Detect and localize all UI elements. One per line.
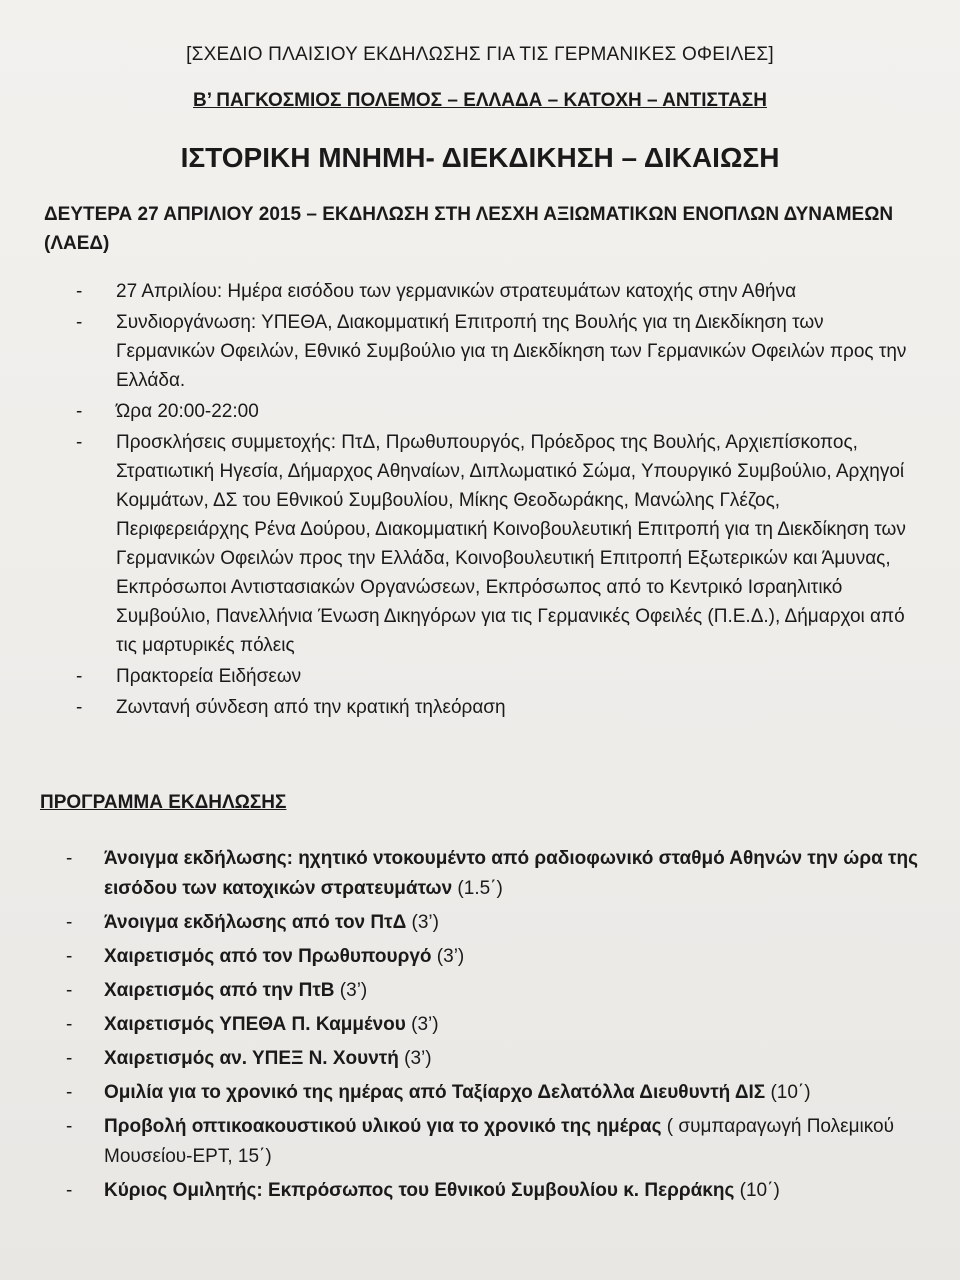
dash-bullet: - — [76, 401, 83, 422]
detail-text: 27 Απριλίου: Ημέρα εισόδου των γερμανικών στρατευμάτων κατοχής στην Αθήνα — [116, 281, 797, 302]
program-item-text: Άνοιγμα εκδήλωσης από τον ΠτΔ — [104, 912, 407, 933]
program-item-text: Ομιλία για το χρονικό της ημέρας από Ταξίαρχο Δελατόλλα Διευθυντή ΔΙΣ — [104, 1082, 766, 1103]
program-item — [66, 908, 926, 938]
program-item-time: (3’) — [431, 946, 465, 967]
program-item-text: Άνοιγμα εκδήλωσης: ηχητικό ντοκουμέντο από ραδιοφωνικό σταθμό Αθηνών την ώρα της εισόδου των κατοχικών στρατευμάτων — [104, 848, 919, 899]
program-item-text: Προβολή οπτικοακουστικού υλικού για το χρονικό της ημέρας — [104, 1116, 662, 1137]
dash-bullet: - — [66, 946, 73, 967]
subtitle: Β’ ΠΑΓΚΟΣΜΙΟΣ ΠΟΛΕΜΟΣ – ΕΛΛΑΔΑ – ΚΑΤΟΧΗ – ΑΝΤΙΣΤΑΣΗ — [193, 90, 767, 111]
list-item — [76, 428, 916, 660]
detail-text: Πρακτορεία Ειδήσεων — [116, 666, 302, 687]
detail-text: Ώρα 20:00-22:00 — [116, 401, 259, 422]
program-item-time: (10΄) — [734, 1180, 780, 1201]
program-item-time: (1.5΄) — [452, 878, 503, 899]
list-item — [76, 693, 916, 722]
dash-bullet: - — [76, 281, 83, 302]
event-line: ΔΕΥΤΕΡΑ 27 ΑΠΡΙΛΙΟΥ 2015 – ΕΚΔΗΛΩΣΗ ΣΤΗ ΛΕΣΧΗ ΑΞΙΩΜΑΤΙΚΩΝ ΕΝΟΠΛΩΝ ΔΥΝΑΜΕΩΝ (ΛΑΕΔ) — [44, 204, 894, 254]
program-item — [66, 942, 926, 972]
program-item-time: (3’) — [334, 980, 368, 1001]
detail-text: Ζωντανή σύνδεση από την κρατική τηλεόραση — [116, 697, 506, 718]
program-item-text: Χαιρετισμός από την ΠτΒ — [104, 980, 335, 1001]
dash-bullet: - — [66, 1048, 73, 1069]
dash-bullet: - — [66, 1014, 73, 1035]
list-item — [76, 277, 916, 306]
program-item — [66, 1044, 926, 1074]
program-item-time: (10΄) — [765, 1082, 811, 1103]
list-item — [76, 662, 916, 691]
program-item-time: (3’) — [398, 1048, 432, 1069]
details-list — [76, 277, 916, 724]
program-item — [66, 1078, 926, 1108]
dash-bullet: - — [66, 912, 73, 933]
program-item-time: (3’) — [406, 912, 439, 933]
page-title: ΙΣΤΟΡΙΚΗ ΜΝΗΜΗ- ΔΙΕΚΔΙΚΗΣΗ – ΔΙΚΑΙΩΣΗ — [180, 142, 780, 173]
program-item — [66, 976, 926, 1006]
program-item — [66, 1010, 926, 1040]
dash-bullet: - — [66, 980, 73, 1001]
program-item — [66, 844, 926, 904]
program-item — [66, 1112, 926, 1172]
program-item-text: Κύριος Ομιλητής: Εκπρόσωπος του Εθνικού Συμβουλίου κ. Περράκης — [104, 1180, 735, 1201]
program-item-time: (3’) — [405, 1014, 439, 1035]
dash-bullet: - — [66, 1116, 73, 1137]
program-item-time: ( συμπαραγωγή Πολεμικού Μουσείου-ΕΡΤ, 15΄) — [104, 1116, 895, 1167]
program-list — [66, 844, 926, 1210]
detail-text: Συνδιοργάνωση: ΥΠΕΘΑ, Διακομματική Επιτροπή της Βουλής για τη Διεκδίκηση των Γερμανικών Οφειλών, Εθνικό Συμβούλιο για τη Διεκδίκηση των Γερμανικών Οφειλών προς την Ελλάδα. — [116, 312, 907, 391]
program-heading: ΠΡΟΓΡΑΜΜΑ ΕΚΔΗΛΩΣΗΣ — [40, 792, 287, 813]
program-item — [66, 1176, 926, 1206]
list-item — [76, 397, 916, 426]
dash-bullet: - — [66, 1082, 73, 1103]
dash-bullet: - — [66, 848, 73, 869]
dash-bullet: - — [76, 697, 83, 718]
program-item-text: Χαιρετισμός από τον Πρωθυπουργό — [104, 946, 432, 967]
dash-bullet: - — [76, 312, 83, 333]
program-item-text: Χαιρετισμός αν. ΥΠΕΞ Ν. Χουντή — [104, 1048, 399, 1069]
dash-bullet: - — [66, 1180, 73, 1201]
draft-header: [ΣΧΕΔΙΟ ΠΛΑΙΣΙΟΥ ΕΚΔΗΛΩΣΗΣ ΓΙΑ ΤΙΣ ΓΕΡΜΑΝΙΚΕΣ ΟΦΕΙΛΕΣ] — [186, 44, 774, 65]
program-item-text: Χαιρετισμός ΥΠΕΘΑ Π. Καμμένου — [104, 1014, 406, 1035]
dash-bullet: - — [76, 432, 83, 453]
dash-bullet: - — [76, 666, 83, 687]
list-item — [76, 308, 916, 395]
detail-text: Προσκλήσεις συμμετοχής: ΠτΔ, Πρωθυπουργός, Πρόεδρος της Βουλής, Αρχιεπίσκοπος, Στρατιωτική Ηγεσία, Δήμαρχος Αθηναίων, Διπλωματικό Σώμα, Υπουργικό Συμβούλιο, Αρχηγοί Κομμάτων, ΔΣ του Εθνικού Συμβουλίου, Μίκης Θεοδωράκης, Μανώλης Γλέζος, Περιφερειάρχης Ρένα Δούρου, Διακομματική Κοινοβουλευτική Επιτροπή για τη Διεκδίκηση των Γερμανικών Οφειλών προς την Ελλάδα, Κοινοβουλευτική Επιτροπή Εξωτερικών και Άμυνας, Εκπρόσωποι Αντιστασιακών Οργανώσεων, Εκπρόσωπος από το Κεντρικό Ισραηλιτικό Συμβούλιο, Πανελλήνια Ένωση Δικηγόρων για τις Γερμανικές Οφειλές (Π.Ε.Δ.), Δήμαρχοι από τις μαρτυρικές πόλεις — [116, 432, 906, 656]
